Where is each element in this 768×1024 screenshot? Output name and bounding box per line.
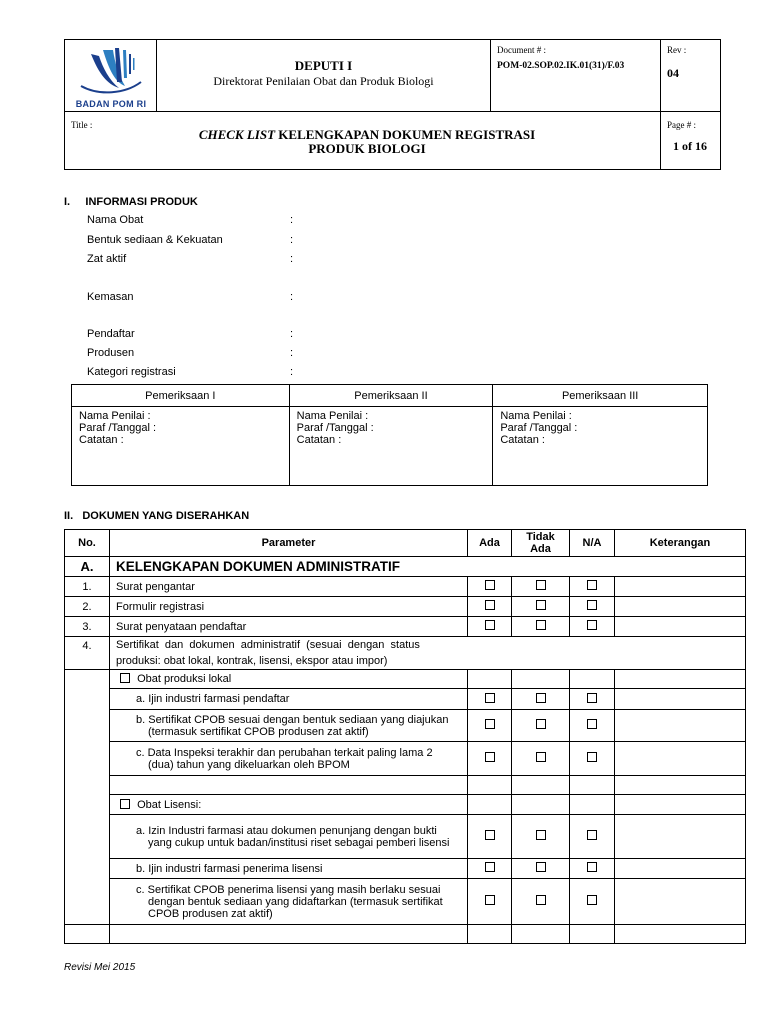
na-checkbox[interactable] [587, 830, 597, 840]
row-number: 4. [65, 637, 110, 670]
badan-pom-logo [69, 44, 153, 108]
rev-label: Rev : [667, 45, 687, 55]
field-produsen-colon: : [290, 347, 294, 359]
exam-paraf-label: Paraf /Tanggal : [79, 422, 157, 434]
group-a-title: KELENGKAPAN DOKUMEN ADMINISTRATIF [110, 557, 746, 577]
field-bentuk-label: Bentuk sediaan & Kekuatan [87, 234, 223, 246]
keterangan-cell[interactable] [615, 859, 746, 879]
org-subtitle: Direktorat Penilaian Obat dan Produk Biologi [213, 74, 434, 88]
table-header-row [65, 530, 746, 557]
keterangan-cell[interactable] [615, 617, 746, 637]
row4-line1: Sertifikat dan dokumen administratif (sesuai dengan status [116, 639, 420, 651]
field-zat-aktif-label: Zat aktif [87, 253, 127, 265]
row-number: 1. [65, 577, 110, 597]
col-tidak-ada-line1: Tidak [526, 531, 555, 543]
group-a-row [65, 557, 746, 577]
section2-heading: II. DOKUMEN YANG DISERAHKAN [64, 510, 250, 522]
keterangan-cell[interactable] [615, 577, 746, 597]
tidak-ada-checkbox[interactable] [536, 752, 546, 762]
field-produsen-label: Produsen [87, 347, 135, 359]
document-label: Document # : [497, 45, 546, 55]
na-checkbox[interactable] [587, 693, 597, 703]
row-parameter [110, 637, 746, 670]
exam-header-1: Pemeriksaan I [72, 385, 290, 407]
row-parameter: b. Ijin industri farmasi penerima lisensi [136, 862, 323, 875]
keterangan-cell[interactable] [615, 815, 746, 859]
na-checkbox[interactable] [587, 862, 597, 872]
exam-cell-1 [72, 407, 290, 486]
field-pendaftar-colon: : [290, 328, 294, 340]
examiner-table [71, 384, 708, 486]
exam-cell-2 [289, 407, 493, 486]
page-value: 1 of 16 [673, 139, 707, 153]
col-tidak-ada-line2: Ada [530, 543, 551, 555]
keterangan-cell[interactable] [615, 597, 746, 617]
col-parameter: Parameter [110, 530, 468, 557]
row-number: 3. [65, 617, 110, 637]
ada-checkbox[interactable] [485, 830, 495, 840]
ada-checkbox[interactable] [485, 600, 495, 610]
na-checkbox[interactable] [587, 580, 597, 590]
ada-checkbox[interactable] [485, 719, 495, 729]
keterangan-cell[interactable] [615, 879, 746, 925]
field-kategori-label: Kategori registrasi [87, 366, 176, 378]
revision-footer: Revisi Mei 2015 [64, 962, 136, 973]
section1-heading: I. INFORMASI PRODUK [64, 196, 198, 208]
row-number: 2. [65, 597, 110, 617]
tidak-ada-checkbox[interactable] [536, 862, 546, 872]
field-zat-aktif-colon: : [290, 253, 294, 265]
checklist-table [64, 529, 746, 944]
tidak-ada-checkbox[interactable] [536, 620, 546, 630]
table-row [65, 742, 746, 776]
document-number: POM-02.SOP.02.IK.01(31)/F.03 [497, 61, 625, 71]
blank-row [65, 925, 746, 944]
table-row [65, 617, 746, 637]
keterangan-cell[interactable] [615, 742, 746, 776]
org-title: DEPUTI I [294, 58, 353, 73]
lisensi-header-row [65, 795, 746, 815]
logo-emblem-icon [69, 44, 153, 94]
na-checkbox[interactable] [587, 620, 597, 630]
field-kemasan-colon: : [290, 291, 294, 303]
title-italic: CHECK LIST [198, 127, 276, 142]
title-line2: PRODUK BIOLOGI [308, 141, 426, 156]
row-parameter: a. Izin Industri farmasi atau dokumen penunjang dengan bukti yang cukup untuk badan/institusi riset sebagai pemberi lisensi [136, 824, 450, 849]
title-label: Title : [71, 120, 93, 130]
row-parameter: b. Sertifikat CPOB sesuai dengan bentuk sediaan yang diajukan (termasuk sertifikat CPOB produsen zat aktif) [136, 713, 449, 738]
tidak-ada-checkbox[interactable] [536, 693, 546, 703]
table-row [65, 710, 746, 742]
table-row [65, 859, 746, 879]
document-header [64, 39, 721, 170]
table-row [65, 597, 746, 617]
table-row [65, 815, 746, 859]
ada-checkbox[interactable] [485, 752, 495, 762]
lokal-label: Obat produksi lokal [137, 673, 232, 685]
exam-cell-3 [493, 407, 708, 486]
exam-catatan-label: Catatan : [79, 434, 124, 446]
row-parameter: Surat penyataan pendaftar [110, 617, 468, 637]
lokal-checkbox[interactable] [120, 673, 130, 683]
row-parameter: c. Data Inspeksi terakhir dan perubahan terkait paling lama 2 (dua) tahun yang dikeluarkan oleh BPOM [136, 746, 433, 771]
row-parameter: Surat pengantar [110, 577, 468, 597]
field-kemasan-label: Kemasan [87, 291, 134, 303]
col-na: N/A [570, 530, 615, 557]
table-row [65, 577, 746, 597]
keterangan-cell[interactable] [615, 689, 746, 710]
table-row [65, 879, 746, 925]
table-row [65, 689, 746, 710]
field-bentuk-colon: : [290, 234, 294, 246]
field-pendaftar-label: Pendaftar [87, 328, 135, 340]
na-checkbox[interactable] [587, 719, 597, 729]
ada-checkbox[interactable] [485, 895, 495, 905]
row-parameter: Formulir registrasi [110, 597, 468, 617]
blank-row [65, 776, 746, 795]
na-checkbox[interactable] [587, 752, 597, 762]
exam-nama-label: Nama Penilai : [500, 410, 572, 422]
exam-header-2: Pemeriksaan II [289, 385, 493, 407]
tidak-ada-checkbox[interactable] [536, 580, 546, 590]
tidak-ada-checkbox[interactable] [536, 600, 546, 610]
col-no: No. [65, 530, 110, 557]
lisensi-option[interactable] [110, 795, 468, 815]
title-rest: KELENGKAPAN DOKUMEN REGISTRASI [275, 127, 536, 142]
exam-catatan-label: Catatan : [296, 434, 342, 446]
exam-paraf-label: Paraf /Tanggal : [296, 422, 374, 434]
exam-header-3: Pemeriksaan III [493, 385, 708, 407]
logo-text: BADAN POM RI [75, 99, 147, 109]
tidak-ada-checkbox[interactable] [536, 830, 546, 840]
row4-number-blank [65, 670, 110, 925]
tidak-ada-checkbox[interactable] [536, 895, 546, 905]
field-kategori-colon: : [290, 366, 294, 378]
tidak-ada-checkbox[interactable] [536, 719, 546, 729]
page-label: Page # : [667, 120, 696, 130]
na-checkbox[interactable] [587, 600, 597, 610]
col-keterangan: Keterangan [615, 530, 746, 557]
exam-catatan-label: Catatan : [500, 434, 545, 446]
keterangan-cell[interactable] [615, 710, 746, 742]
ada-checkbox[interactable] [485, 620, 495, 630]
exam-nama-label: Nama Penilai : [296, 410, 369, 422]
field-nama-obat-label: Nama Obat [87, 214, 144, 226]
row-parameter: a. Ijin industri farmasi pendaftar [136, 693, 290, 705]
na-checkbox[interactable] [587, 895, 597, 905]
rev-value: 04 [667, 66, 679, 80]
ada-checkbox[interactable] [485, 580, 495, 590]
table-row [65, 637, 746, 670]
lisensi-label: Obat Lisensi: [137, 798, 202, 811]
lokal-header-row [65, 670, 746, 689]
lisensi-checkbox[interactable] [120, 799, 130, 809]
field-nama-obat-colon: : [290, 214, 294, 226]
row4-line2: produksi: obat lokal, kontrak, lisensi, ekspor atau impor) [116, 655, 388, 667]
col-tidak-ada [512, 530, 570, 557]
lokal-option[interactable] [110, 670, 468, 689]
group-a-letter: A. [65, 557, 110, 577]
document-title [157, 128, 577, 156]
exam-nama-label: Nama Penilai : [79, 410, 151, 422]
col-ada: Ada [468, 530, 512, 557]
row-parameter: c. Sertifikat CPOB penerima lisensi yang masih berlaku sesuai dengan bentuk sediaan yang didaftarkan (termasuk sertifikat CPOB produsen zat aktif) [136, 883, 443, 920]
exam-paraf-label: Paraf /Tanggal : [500, 422, 578, 434]
ada-checkbox[interactable] [485, 693, 495, 703]
ada-checkbox[interactable] [485, 862, 495, 872]
